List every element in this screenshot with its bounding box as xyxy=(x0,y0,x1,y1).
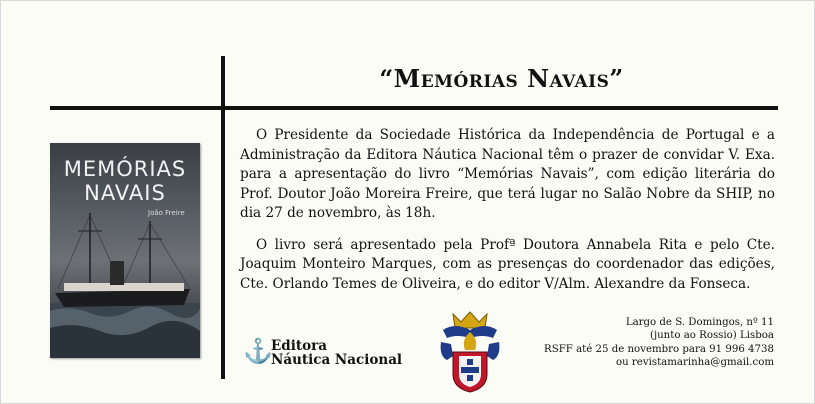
rsvp-text: RSFF até 25 de novembro para 91 996 4738 xyxy=(544,343,774,355)
contact-info xyxy=(514,316,774,369)
page-title: “Memórias Navais” xyxy=(379,64,624,93)
address-line1: Largo de S. Domingos, nº 11 xyxy=(625,317,774,328)
book-cover-title-line1: MEMÓRIAS xyxy=(63,157,187,181)
paragraph-presenters: O livro será apresentado pela Profª Doutora Annabela Rita e pelo Cte. Joaquim Monteiro Marques, com as presenças do coordenador das edições, Cte. Orlando Temes de Oliveira, e do editor V/Alm. Alexandre da Fonseca. xyxy=(240,236,775,292)
vertical-divider xyxy=(221,56,225,379)
publisher-name-line2: Náutica Nacional xyxy=(271,352,403,368)
invitation-text xyxy=(240,126,775,306)
book-cover-author: João Freire xyxy=(148,209,185,217)
address-line2: (junto ao Rossio) Lisboa xyxy=(649,330,774,342)
coat-of-arms-icon xyxy=(435,308,505,394)
publisher-name-line1: Editora xyxy=(271,338,327,354)
ship-illustration xyxy=(50,143,200,358)
paragraph-invitation: O Presidente da Sociedade Histórica da Independência de Portugal e a Administração da Editora Náutica Nacional têm o prazer de convidar V. Exa. para a apresentação do livro “Memórias Navais”, com edição literária do Prof. Doutor João Moreira Freire, que terá lugar no Salão Nobre da SHIP, no dia 27 de novembro, às 18h. xyxy=(240,127,775,221)
publisher-name xyxy=(271,339,402,367)
anchor-icon: ⚓ xyxy=(243,337,273,365)
book-cover-title-line2: NAVAIS xyxy=(84,181,166,205)
email-text: ou revistamarinha@gmail.com xyxy=(616,356,774,368)
horizontal-divider xyxy=(50,106,778,110)
book-cover-image xyxy=(50,143,200,358)
